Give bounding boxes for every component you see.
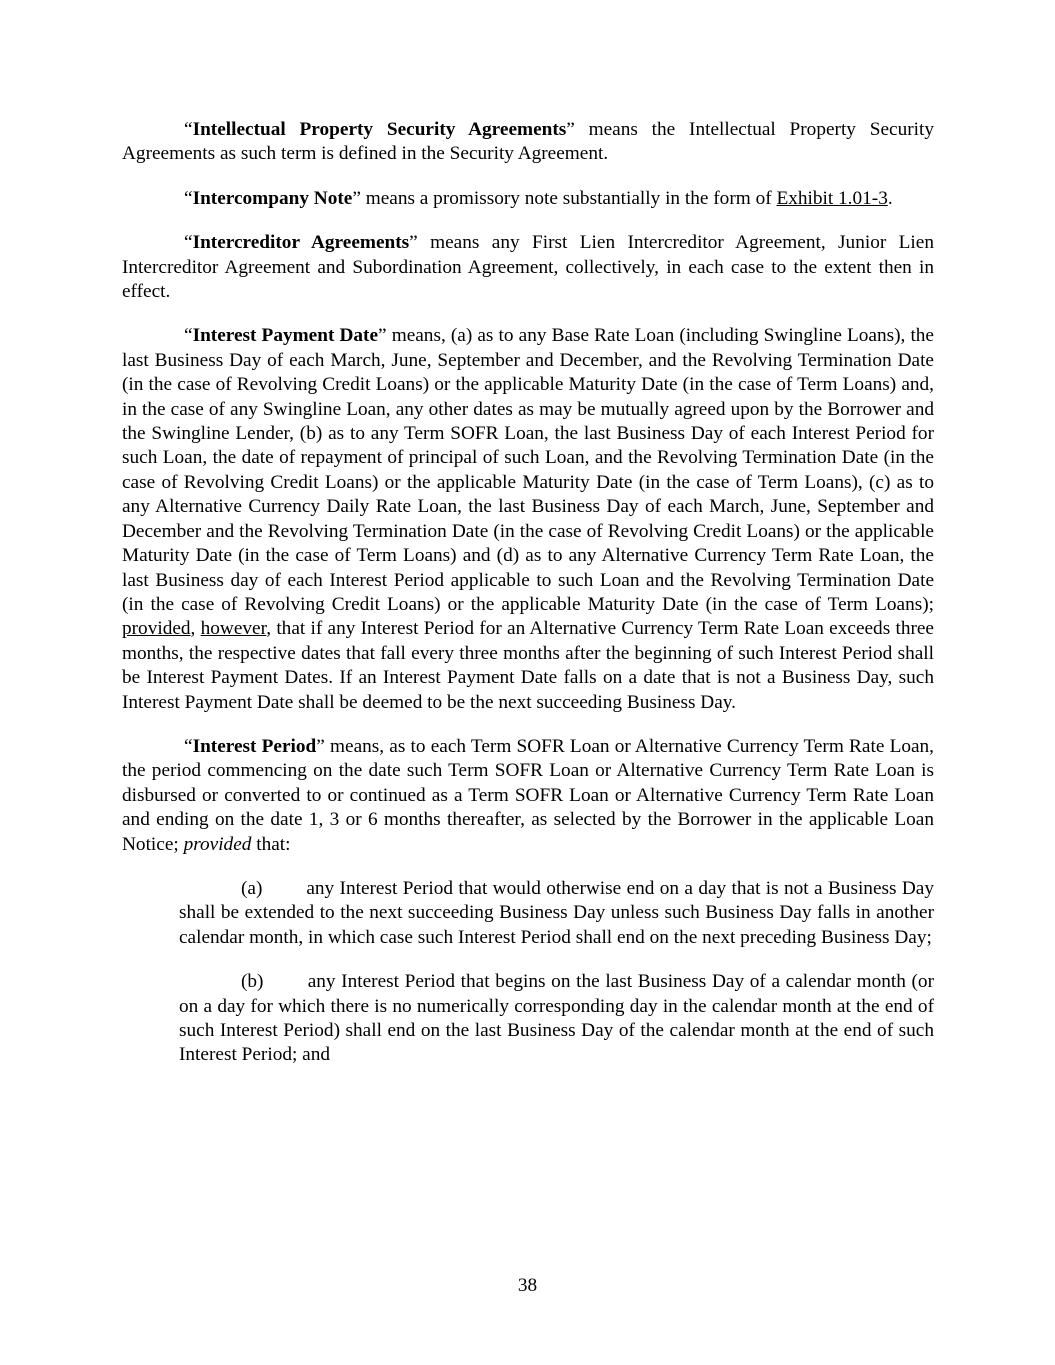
- text-run: that:: [251, 833, 291, 855]
- page-number: 38: [517, 1275, 538, 1296]
- text-run: “: [184, 187, 193, 209]
- document-body: [122, 118, 934, 1088]
- defined-term: Interest Payment Date: [192, 325, 379, 347]
- text-run: (b): [241, 971, 264, 993]
- text-run: “: [184, 325, 193, 347]
- def-interest-payment-date: [122, 324, 934, 715]
- text-run: ” means, (a) as to any Base Rate Loan (including Swingline Loans), the last Business Day of each March, June, September and December, and the Revolving Termination Date (in the case of Revolving Credit Loans) or the applicable Maturity Date (in the case of Term Loans) and, in the case of any Swingline Loan, any other dates as may be mutually agreed upon by the Borrower and the Swingline Lender, (b) as to any Term SOFR Loan, the last Business Day of each Interest Period for such Loan, the date of repayment of principal of such Loan, and the Revolving Termination Date (in the case of Revolving Credit Loans) or the applicable Maturity Date (in the case of Term Loans), (c) as to any Alternative Currency Daily Rate Loan, the last Business Day of each March, June, September and December and the Revolving Termination Date (in the case of Revolving Credit Loans) or the applicable Maturity Date (in the case of Term Loans) and (d) as to any Alternative Currency Term Rate Loan, the last Business day of each Interest Period applicable to such Loan and the Revolving Termination Date (in the case of Revolving Credit Loans) or the applicable Maturity Date (in the case of Term Loans);: [122, 325, 934, 615]
- def-intercreditor-agreements: [122, 231, 934, 304]
- underlined-text: Exhibit 1.01-3: [776, 187, 888, 209]
- text-run: ” means a promissory note substantially in the form of: [352, 187, 777, 209]
- clause-a: [179, 877, 934, 950]
- def-interest-period: [122, 735, 934, 857]
- defined-term: Intellectual Property Security Agreements: [192, 119, 567, 140]
- text-run: any Interest Period that would otherwise end on a day that is not a Business Day shall be extended to the next succeeding Business Day unless such Business Day falls in another calendar month, in which case such Interest Period shall end on the next preceding Business Day;: [179, 877, 934, 948]
- italic-text: provided: [183, 833, 252, 855]
- text-run: ,: [190, 618, 201, 640]
- defined-term: Interest Period: [192, 735, 317, 757]
- underlined-text: however: [200, 618, 267, 640]
- text-run: (a): [241, 877, 263, 899]
- defined-term: Intercreditor Agreements: [192, 232, 410, 254]
- text-run: any Interest Period that begins on the last Business Day of a calendar month (or on a day for which there is no numerically corresponding day in the calendar month at the end of such Interest Period) shall end on the last Business Day of the calendar month at the end of such Interest Period; and: [179, 971, 934, 1066]
- text-run: ” means, as to each Term SOFR Loan or Alternative Currency Term Rate Loan, the period commencing on the date such Term SOFR Loan or Alternative Currency Term Rate Loan is disbursed or converted to or continued as a Term SOFR Loan or Alternative Currency Term Rate Loan and ending on the date 1, 3 or 6 months thereafter, as selected by the Borrower in the applicable Loan Notice;: [122, 735, 935, 855]
- underlined-text: provided: [122, 618, 191, 640]
- text-run: ” means the Intellectual Property Security Agreements as such term is defined in the Security Agreement.: [122, 119, 934, 165]
- text-run: “: [184, 232, 193, 254]
- text-run: .: [887, 187, 893, 209]
- defined-term: Intercompany Note: [192, 187, 353, 209]
- text-run: “: [184, 735, 193, 757]
- text-run: , that if any Interest Period for an Alternative Currency Term Rate Loan exceeds three months, the respective dates that fall every three months after the beginning of such Interest Period shall be Interest Payment Dates. If an Interest Payment Date falls on a date that is not a Business Day, such Interest Payment Date shall be deemed to be the next succeeding Business Day.: [122, 618, 934, 713]
- text-run: ” means any First Lien Intercreditor Agreement, Junior Lien Intercreditor Agreement and Subordination Agreement, collectively, in each case to the extent then in effect.: [122, 232, 934, 303]
- clause-b: [179, 970, 934, 1068]
- def-intercompany-note: [122, 187, 934, 211]
- text-run: “: [184, 119, 193, 140]
- def-ip-security-agreements: [122, 118, 934, 167]
